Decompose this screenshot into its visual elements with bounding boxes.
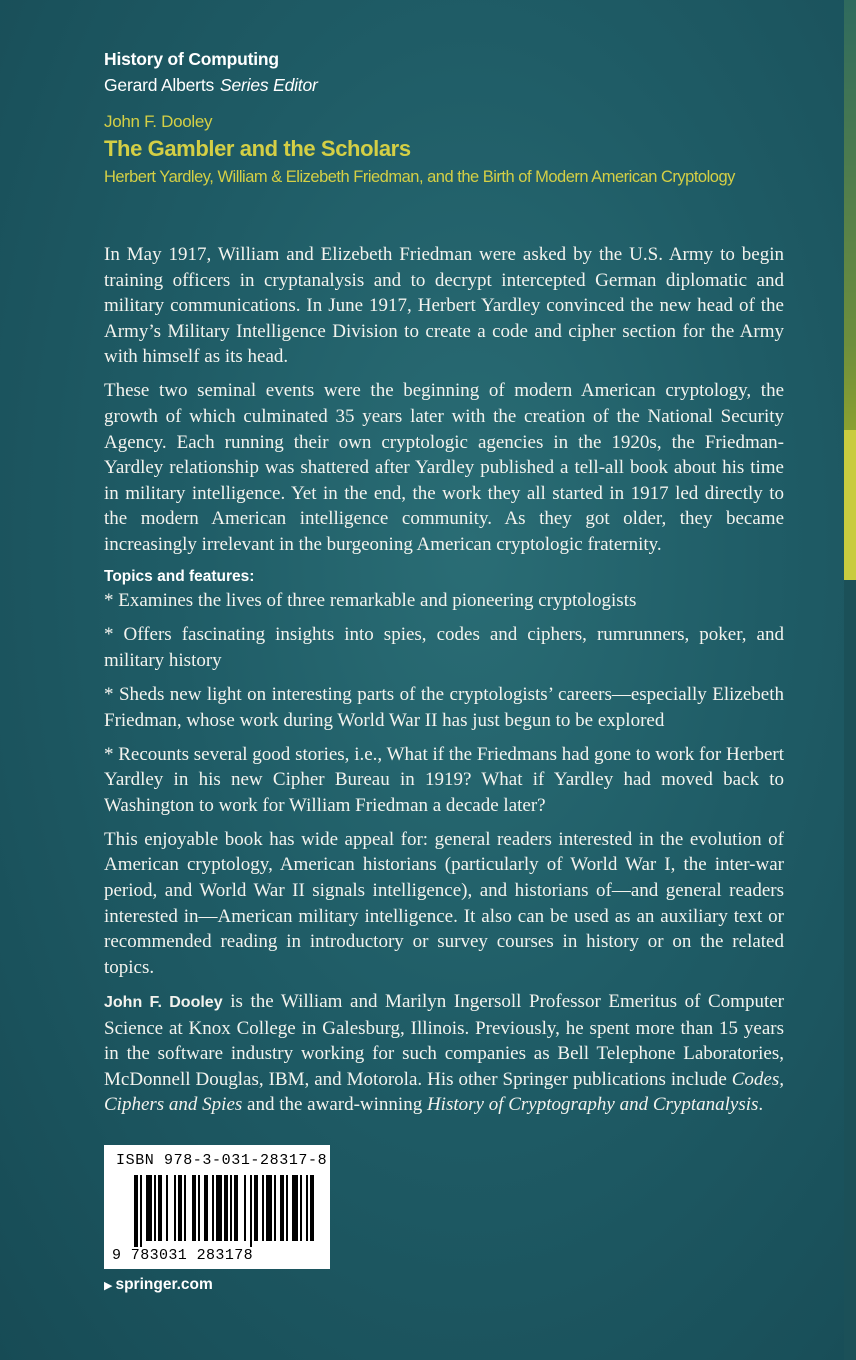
barcode-bar bbox=[212, 1175, 214, 1241]
spine-color-strip-yellow bbox=[844, 430, 856, 580]
barcode-bar bbox=[192, 1175, 196, 1241]
barcode-bar bbox=[230, 1175, 232, 1241]
barcode-bars bbox=[104, 1175, 330, 1249]
barcode-bar bbox=[174, 1175, 176, 1241]
isbn-label: ISBN 978-3-031-28317-8 bbox=[116, 1152, 328, 1169]
barcode-digits: 9 783031 283178 bbox=[112, 1247, 254, 1264]
barcode-bar bbox=[306, 1175, 308, 1241]
author-bio-text: . bbox=[758, 1094, 764, 1116]
topics-heading: Topics and features: bbox=[104, 568, 255, 586]
barcode-bar bbox=[178, 1175, 182, 1241]
publisher-url: springer.com bbox=[115, 1276, 213, 1293]
barcode-bar bbox=[134, 1175, 138, 1247]
barcode-bar bbox=[274, 1175, 276, 1241]
barcode-bar bbox=[286, 1175, 288, 1241]
author-bio-book-2: History of Cryptography and Cryptanalysis bbox=[426, 1094, 759, 1116]
publisher-link[interactable] bbox=[104, 1276, 213, 1294]
barcode-bar bbox=[300, 1175, 302, 1241]
barcode-bar bbox=[146, 1175, 152, 1241]
spine-color-strip-dark bbox=[844, 580, 856, 1360]
barcode-bar bbox=[234, 1175, 238, 1241]
book-author: John F. Dooley bbox=[104, 112, 213, 131]
cover-header bbox=[104, 46, 794, 190]
barcode-bar bbox=[254, 1175, 258, 1241]
author-bio-text: is the William and Marilyn Ingersoll Professor Emeritus of Computer Science at Knox College in Galesburg, Illinois. Previously, he spent more than 15 years in the software industry working for such companies as Bell Telephone Laboratories, McDonnell Douglas, IBM, and Motorola. His other Springer publications include bbox=[104, 990, 784, 1090]
barcode-bar bbox=[166, 1175, 168, 1241]
back-cover-blurb bbox=[104, 242, 784, 1126]
author-bio-book-1: Codes, Ciphers and Spies bbox=[104, 1068, 784, 1116]
barcode-bar bbox=[262, 1175, 264, 1241]
barcode-bar bbox=[310, 1175, 314, 1241]
barcode-bar bbox=[184, 1175, 186, 1241]
series-editor-name: Gerard Alberts bbox=[104, 75, 215, 95]
barcode-bar bbox=[204, 1175, 208, 1241]
blurb-paragraph-3: This enjoyable book has wide appeal for: general readers interested in the evolution of American cryptology, American historians (particularly of World War I, the inter-war period, and World War II signals intelligence), and historians of—and general readers interested in—American military intelligence. It also can be used as an auxiliary text or recommended reading in introductory or survey courses in history or on the related topics. bbox=[104, 828, 784, 978]
book-title: The Gambler and the Scholars bbox=[104, 136, 411, 161]
series-editor-line bbox=[104, 72, 794, 98]
book-subtitle: Herbert Yardley, William & Elizebeth Friedman, and the Birth of Modern American Cryptology bbox=[104, 168, 735, 186]
author-bio-text: and the award-winning bbox=[242, 1094, 427, 1116]
author-bio bbox=[104, 989, 784, 1118]
triangle-right-icon: ▶ bbox=[104, 1279, 113, 1292]
barcode-bar bbox=[158, 1175, 162, 1241]
feature-item: * Sheds new light on interesting parts of the cryptologists’ careers—especially Elizebeth Friedman, whose work during World War II has just begun to be explored bbox=[104, 683, 784, 731]
barcode-bar bbox=[266, 1175, 272, 1241]
barcode-bar bbox=[280, 1175, 284, 1241]
blurb-paragraph-1: In May 1917, William and Elizebeth Friedman were asked by the U.S. Army to begin training officers in cryptanalysis and to decrypt intercepted German diplomatic and military communications. In June 1917, Herbert Yardley convinced the new head of the Army’s Military Intelligence Division to create a code and cipher section for the Army with himself as its head. bbox=[104, 244, 784, 368]
isbn-barcode bbox=[104, 1145, 330, 1269]
barcode-bar bbox=[250, 1175, 252, 1247]
barcode-bar bbox=[216, 1175, 222, 1241]
series-editor-role: Series Editor bbox=[220, 75, 318, 95]
spine-color-strip-green bbox=[844, 0, 856, 430]
barcode-bar bbox=[224, 1175, 228, 1241]
barcode-bar bbox=[154, 1175, 156, 1241]
author-bio-name: John F. Dooley bbox=[104, 993, 223, 1011]
barcode-bar bbox=[292, 1175, 298, 1241]
barcode-bar bbox=[140, 1175, 142, 1247]
feature-item: * Examines the lives of three remarkable and pioneering cryptologists bbox=[104, 590, 637, 612]
blurb-paragraph-2: These two seminal events were the beginning of modern American cryptology, the growth of which culminated 35 years later with the creation of the National Security Agency. Each running their own cryptologic agencies in the 1920s, the Friedman-Yardley relationship was shattered after Yardley published a tell-all book about his time in military intelligence. Yet in the end, the work they all started in 1917 led directly to the modern American intelligence community. As they got older, they became increasingly irrelevant in the burgeoning American cryptologic fraternity. bbox=[104, 380, 784, 556]
feature-item: * Offers fascinating insights into spies, codes and ciphers, rumrunners, poker, and military history bbox=[104, 624, 784, 671]
series-title: History of Computing bbox=[104, 49, 279, 69]
barcode-bar bbox=[244, 1175, 246, 1241]
barcode-bar bbox=[198, 1175, 200, 1241]
feature-item: * Recounts several good stories, i.e., What if the Friedmans had gone to work for Herbert Yardley in his new Cipher Bureau in 1919? What if Yardley had moved back to Washington to work for William Friedman a decade later? bbox=[104, 743, 784, 816]
